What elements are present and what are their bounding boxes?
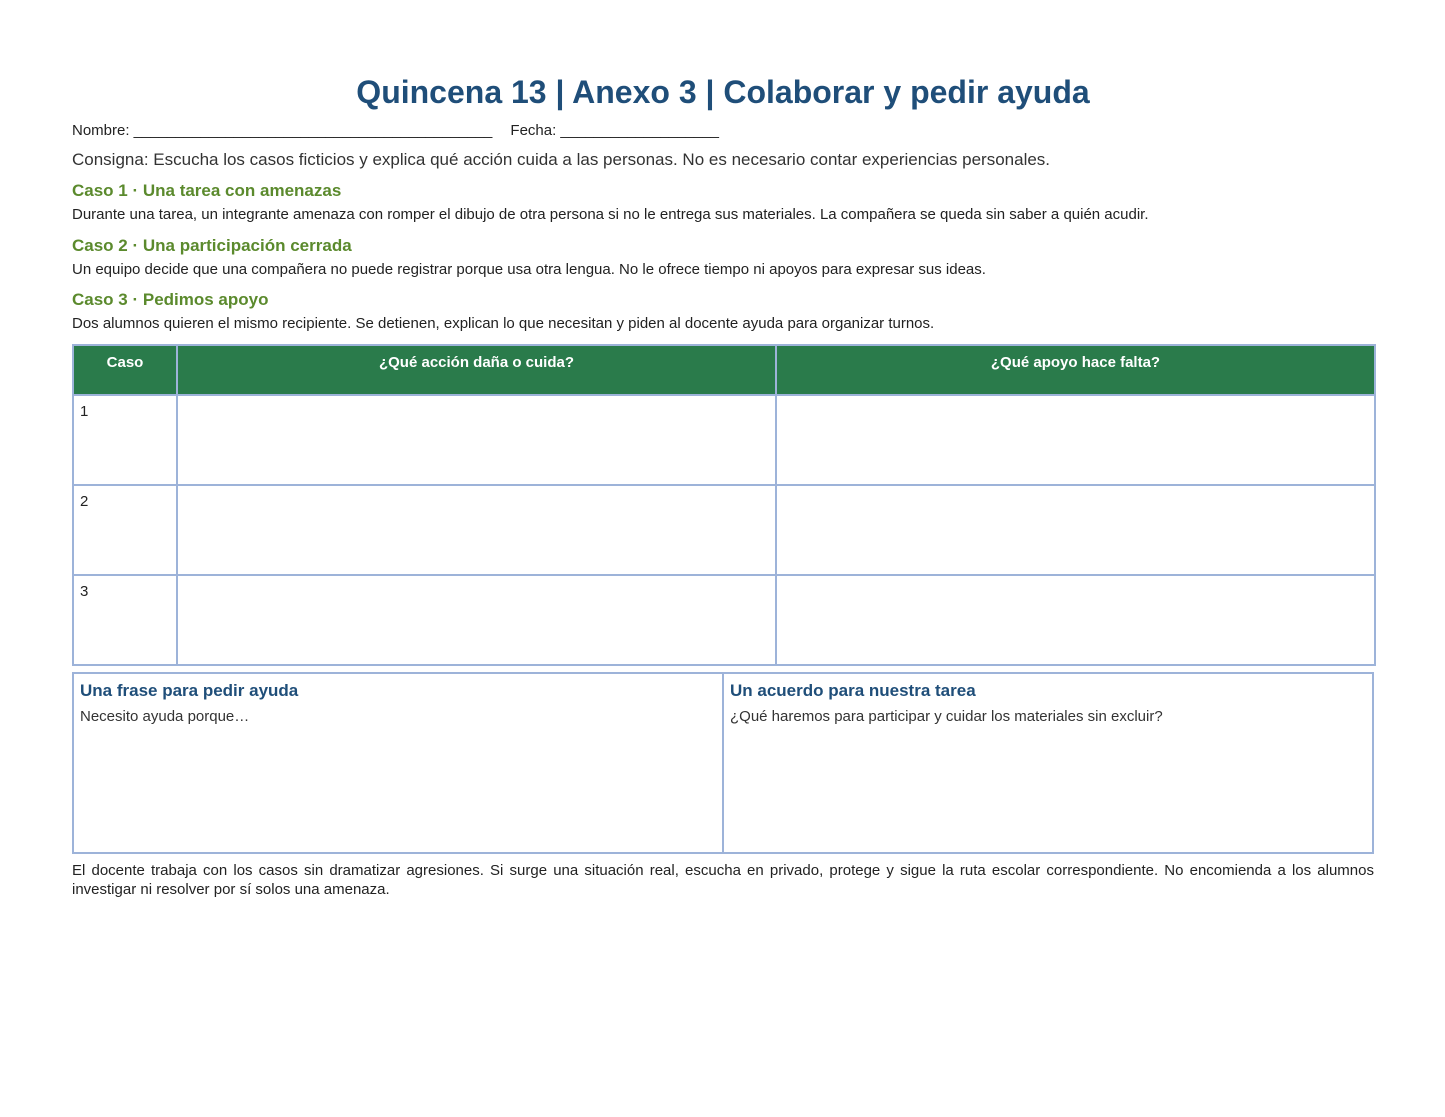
teacher-note: El docente trabaja con los casos sin dramatizar agresiones. Si surge una situación real, escucha en privado, protege y sigue la ruta escolar correspondiente. No encomienda a los alumnos investigar ni resolver por sí solos una amenaza. <box>72 862 1374 898</box>
help-phrase-title: Una frase para pedir ayuda <box>80 681 299 700</box>
help-phrase-box[interactable] <box>74 674 722 852</box>
help-phrase-prompt: Necesito ayuda porque… <box>80 708 250 725</box>
table-row <box>73 485 1375 575</box>
header-action: ¿Qué acción daña o cuida? <box>177 345 776 395</box>
reflection-boxes <box>72 672 1374 854</box>
header-support: ¿Qué apoyo hace falta? <box>776 345 1375 395</box>
date-field[interactable]: Fecha: ___________________ <box>510 122 719 139</box>
table-row <box>73 575 1375 665</box>
answer-support-cell[interactable] <box>776 485 1375 575</box>
task-agreement-prompt: ¿Qué haremos para participar y cuidar los materiales sin excluir? <box>730 708 1163 725</box>
case-2-text: Un equipo decide que una compañera no puede registrar porque usa otra lengua. No le ofrece tiempo ni apoyos para expresar sus ideas. <box>72 261 986 278</box>
page-title: Quincena 13 | Anexo 3 | Colaborar y pedir ayuda <box>356 74 1090 110</box>
case-3-title: Caso 3 · Pedimos apoyo <box>72 290 269 309</box>
case-2-title: Caso 2 · Una participación cerrada <box>72 236 352 255</box>
name-field[interactable]: Nombre: ___________________________________________ <box>72 122 493 139</box>
answer-action-cell[interactable] <box>177 395 776 485</box>
student-fields <box>72 122 719 140</box>
table-row <box>73 395 1375 485</box>
case-1-text: Durante una tarea, un integrante amenaza con romper el dibujo de otra persona si no le entrega sus materiales. La compañera se queda sin saber a quién acudir. <box>72 206 1149 223</box>
instruction-text: Consigna: Escucha los casos ficticios y explica qué acción cuida a las personas. No es necesario contar experiencias personales. <box>72 150 1051 169</box>
task-agreement-box[interactable] <box>722 674 1372 852</box>
task-agreement-title: Un acuerdo para nuestra tarea <box>730 681 976 700</box>
answer-action-cell[interactable] <box>177 575 776 665</box>
case-3-text: Dos alumnos quieren el mismo recipiente. Se detienen, explican lo que necesitan y piden al docente ayuda para organizar turnos. <box>72 315 935 332</box>
row-case-number: 3 <box>73 575 177 665</box>
answer-support-cell[interactable] <box>776 575 1375 665</box>
row-case-number: 1 <box>73 395 177 485</box>
answer-support-cell[interactable] <box>776 395 1375 485</box>
row-case-number: 2 <box>73 485 177 575</box>
cases-table <box>72 344 1376 666</box>
answer-action-cell[interactable] <box>177 485 776 575</box>
table-header-row <box>73 345 1375 395</box>
case-1-title: Caso 1 · Una tarea con amenazas <box>72 181 342 200</box>
header-case: Caso <box>73 345 177 395</box>
